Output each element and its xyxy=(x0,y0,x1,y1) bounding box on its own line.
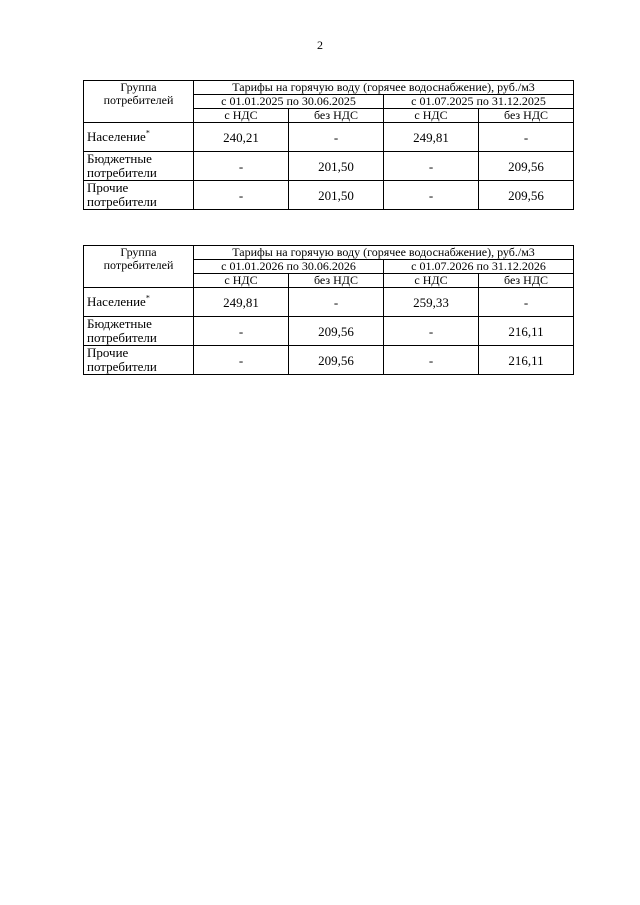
value-cell: 209,56 xyxy=(479,152,574,181)
sub-without-vat: без НДС xyxy=(479,109,574,123)
value-cell: - xyxy=(384,152,479,181)
row-label: Население* xyxy=(84,288,194,317)
value-cell: 209,56 xyxy=(289,346,384,375)
group-header xyxy=(84,246,194,288)
tariff-title: Тарифы на горячую воду (горячее водоснабжение), руб./м3 xyxy=(194,246,574,260)
row-label: Население* xyxy=(84,123,194,152)
value-cell: 216,11 xyxy=(479,317,574,346)
sub-with-vat: с НДС xyxy=(384,274,479,288)
table-row xyxy=(84,288,574,317)
period-2: с 01.07.2025 по 31.12.2025 xyxy=(384,95,574,109)
sub-with-vat: с НДС xyxy=(384,109,479,123)
value-cell: 201,50 xyxy=(289,181,384,210)
value-cell: - xyxy=(194,317,289,346)
row-label: Прочие потребители xyxy=(84,346,194,375)
group-header-line1: Группа xyxy=(120,80,157,94)
table-row xyxy=(84,123,574,152)
value-cell: - xyxy=(194,346,289,375)
group-header-line2: потребителей xyxy=(103,258,174,272)
value-cell: - xyxy=(384,346,479,375)
group-header-line2: потребителей xyxy=(103,93,174,107)
table-row xyxy=(84,346,574,375)
period-1: с 01.01.2025 по 30.06.2025 xyxy=(194,95,384,109)
value-cell: - xyxy=(194,181,289,210)
value-cell: - xyxy=(479,288,574,317)
value-cell: 259,33 xyxy=(384,288,479,317)
tariff-table-2026 xyxy=(83,245,574,375)
value-cell: - xyxy=(194,152,289,181)
sub-without-vat: без НДС xyxy=(289,274,384,288)
footnote-mark: * xyxy=(145,293,150,303)
footnote-mark: * xyxy=(145,128,150,138)
page-number: 2 xyxy=(317,38,323,52)
value-cell: 201,50 xyxy=(289,152,384,181)
value-cell: - xyxy=(289,123,384,152)
value-cell: 240,21 xyxy=(194,123,289,152)
value-cell: - xyxy=(384,317,479,346)
table-row xyxy=(84,152,574,181)
group-header-line1: Группа xyxy=(120,245,157,259)
row-label: Бюджетные потребители xyxy=(84,317,194,346)
group-header xyxy=(84,81,194,123)
table-row xyxy=(84,181,574,210)
value-cell: - xyxy=(289,288,384,317)
value-cell: 249,81 xyxy=(194,288,289,317)
table-row xyxy=(84,317,574,346)
row-label: Прочие потребители xyxy=(84,181,194,210)
period-1: с 01.01.2026 по 30.06.2026 xyxy=(194,260,384,274)
sub-without-vat: без НДС xyxy=(479,274,574,288)
sub-with-vat: с НДС xyxy=(194,274,289,288)
value-cell: 216,11 xyxy=(479,346,574,375)
row-label: Бюджетные потребители xyxy=(84,152,194,181)
sub-without-vat: без НДС xyxy=(289,109,384,123)
value-cell: - xyxy=(479,123,574,152)
tariff-title: Тарифы на горячую воду (горячее водоснабжение), руб./м3 xyxy=(194,81,574,95)
tariff-table-2025 xyxy=(83,80,574,210)
period-2: с 01.07.2026 по 31.12.2026 xyxy=(384,260,574,274)
value-cell: 209,56 xyxy=(479,181,574,210)
sub-with-vat: с НДС xyxy=(194,109,289,123)
value-cell: 249,81 xyxy=(384,123,479,152)
value-cell: - xyxy=(384,181,479,210)
value-cell: 209,56 xyxy=(289,317,384,346)
